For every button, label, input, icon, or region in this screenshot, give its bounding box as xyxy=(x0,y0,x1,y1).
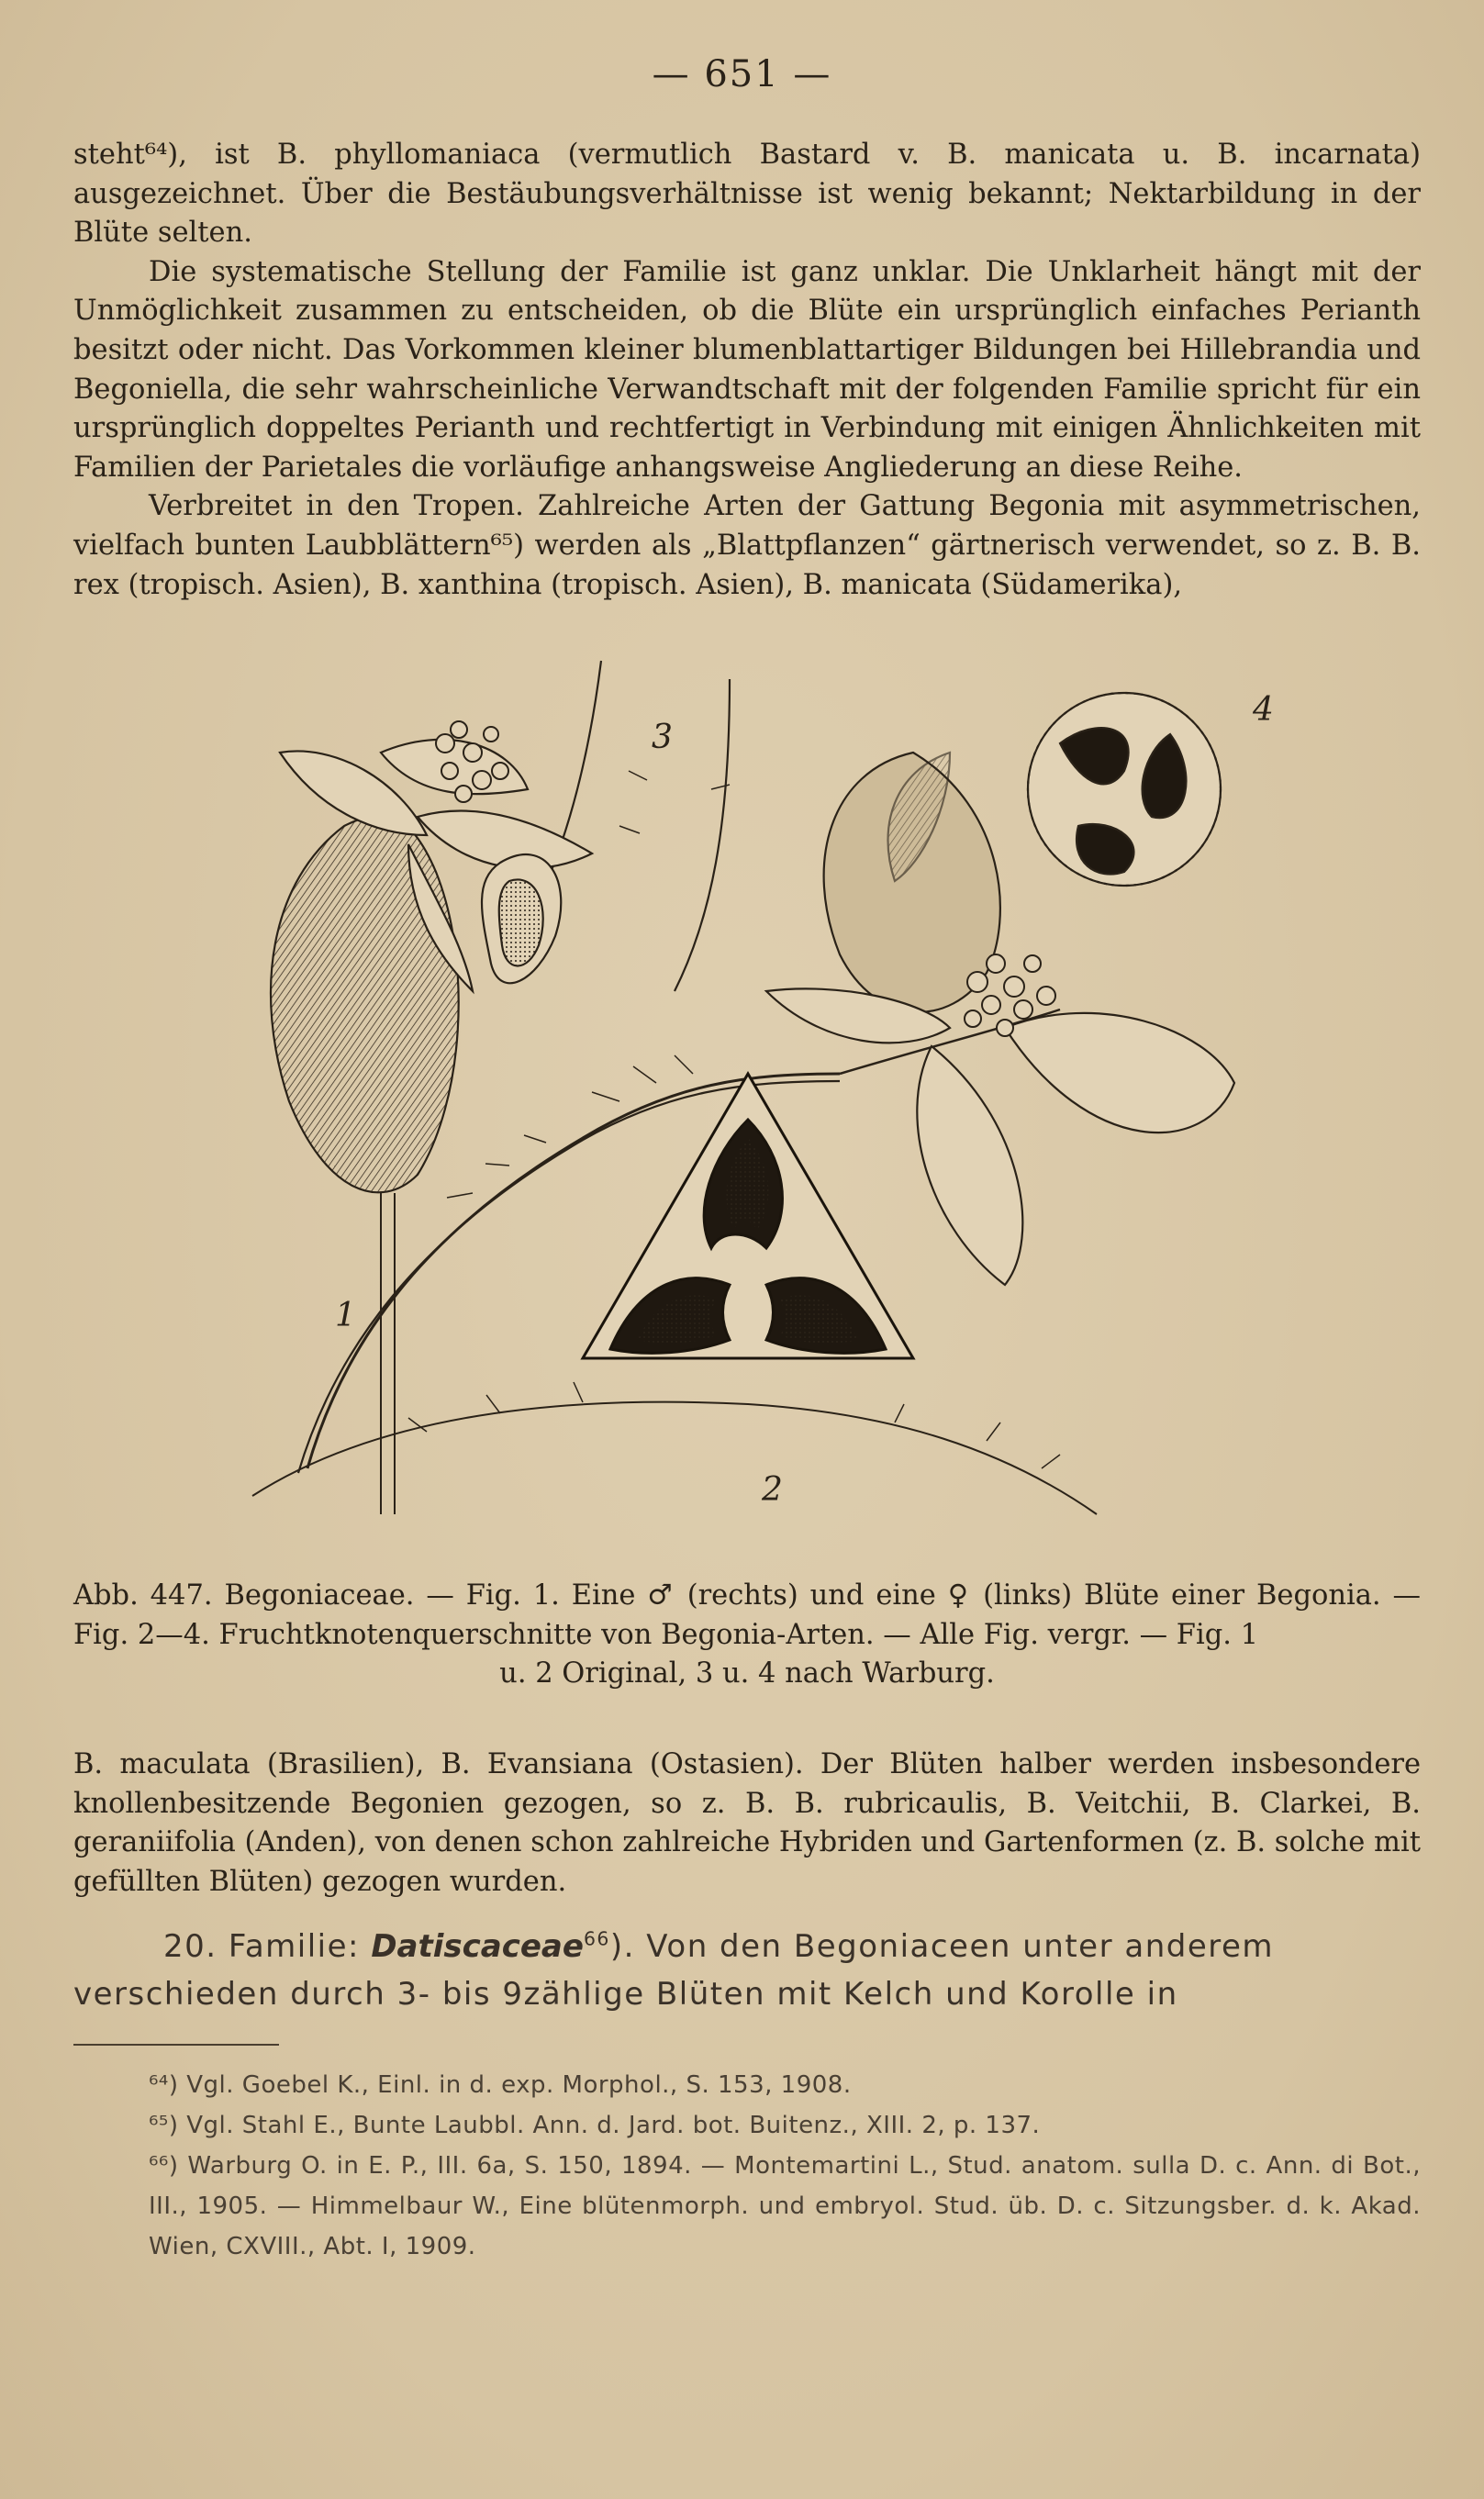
family-rest: ). Von den Begoniaceen unter anderem xyxy=(609,1928,1275,1965)
page-number: — 651 — xyxy=(652,53,832,95)
begonia-illustration xyxy=(197,642,1299,1560)
family-line-2: verschieden durch 3- bis 9zählige Blüten mit Kelch und Korolle in xyxy=(73,1976,1178,2013)
family-number: 20. xyxy=(163,1928,218,1965)
caption-line-1: Abb. 447. Begoniaceae. — Fig. 1. Eine ♂ (rechts) und eine ♀ (links) Blüte einer Begonia. — Fig. 2—4. Fruchtknotenquerschnitte von Begonia-Arten. — Alle Fig. vergr. — Fig. 1 xyxy=(73,1579,1421,1651)
figure-label-1: 1 xyxy=(335,1297,356,1334)
footnote-65: ⁶⁵) Vgl. Stahl E., Bunte Laubbl. Ann. d. Jard. bot. Buitenz., XIII. 2, p. 137. xyxy=(149,2112,1041,2139)
footnote-66: ⁶⁶) Warburg O. in E. P., III. 6a, S. 150, 1894. — Montemartini L., Stud. anatom. sulla D. c. Ann. di Bot., III., 1905. — Himmelbaur W., Eine blütenmorph. und embryol. Stud. üb. D. c. Sitzungsber. d. k. Akad. Wien, CXVIII., Abt. I, 1909. xyxy=(149,2152,1421,2260)
paragraph-4: B. maculata (Brasilien), B. Evansiana (Ostasien). Der Blüten halber werden insbesondere knollenbesitzende Begonien gezogen, so z. B. B. rubricaulis, B. Veitchii, B. Clarkei, B. geraniifolia (Anden), von denen schon zahlreiche Hybriden und Gartenformen (z. B. solche mit gefüllten Blüten) gezogen wurden. xyxy=(73,1748,1421,1898)
paragraph-3: Verbreitet in den Tropen. Zahlreiche Arten der Gattung Begonia mit asymmetrischen, vielfach bunten Laubblättern⁶⁵) werden als „Blattpflanzen“ gärtnerisch verwendet, so z. B. B. rex (tropisch. Asien), B. xanthina (tropisch. Asien), B. manicata (Südamerika), xyxy=(73,490,1421,601)
caption-line-2: u. 2 Original, 3 u. 4 nach Warburg. xyxy=(499,1657,995,1690)
footnotes xyxy=(73,2065,1421,2267)
family-ref: 66 xyxy=(583,1927,610,1950)
footnote-rule xyxy=(73,2044,279,2046)
figure-label-4: 4 xyxy=(1253,691,1274,729)
figure-label-3: 3 xyxy=(652,719,673,756)
footnote-64: ⁶⁴) Vgl. Goebel K., Einl. in d. exp. Morphol., S. 153, 1908. xyxy=(149,2071,852,2099)
paragraph-2: Die systematische Stellung der Familie ist ganz unklar. Die Unklarheit hängt mit der Unmöglichkeit zusammen zu entscheiden, ob die Blüte ein ursprünglich einfaches Perianth besitzt oder nicht. Das Vorkommen kleiner blumenblattartiger Bildungen bei Hillebrandia und Begoniella, die sehr wahrscheinliche Verwandtschaft mit der folgenden Familie spricht für ein ursprünglich doppeltes Perianth und rechtfertigt in Verbindung mit einigen Ähnlichkeiten mit Familien der Parietales die vorläufige anhangsweise Angliederung an diese Reihe. xyxy=(73,255,1421,484)
figure-label-2: 2 xyxy=(762,1471,783,1509)
body-text-top xyxy=(73,136,1421,605)
family-heading xyxy=(73,1923,1421,2018)
family-label: Familie: xyxy=(228,1928,360,1965)
paragraph-1: steht⁶⁴), ist B. phyllomaniaca (vermutlich Bastard v. B. manicata u. B. incarnata) ausgezeichnet. Über die Bestäubungsverhältnisse ist wenig bekannt; Nektarbildung in der Blüte selten. xyxy=(73,139,1421,250)
family-name: Datiscaceae xyxy=(371,1928,584,1965)
figure-caption xyxy=(73,1577,1421,1694)
